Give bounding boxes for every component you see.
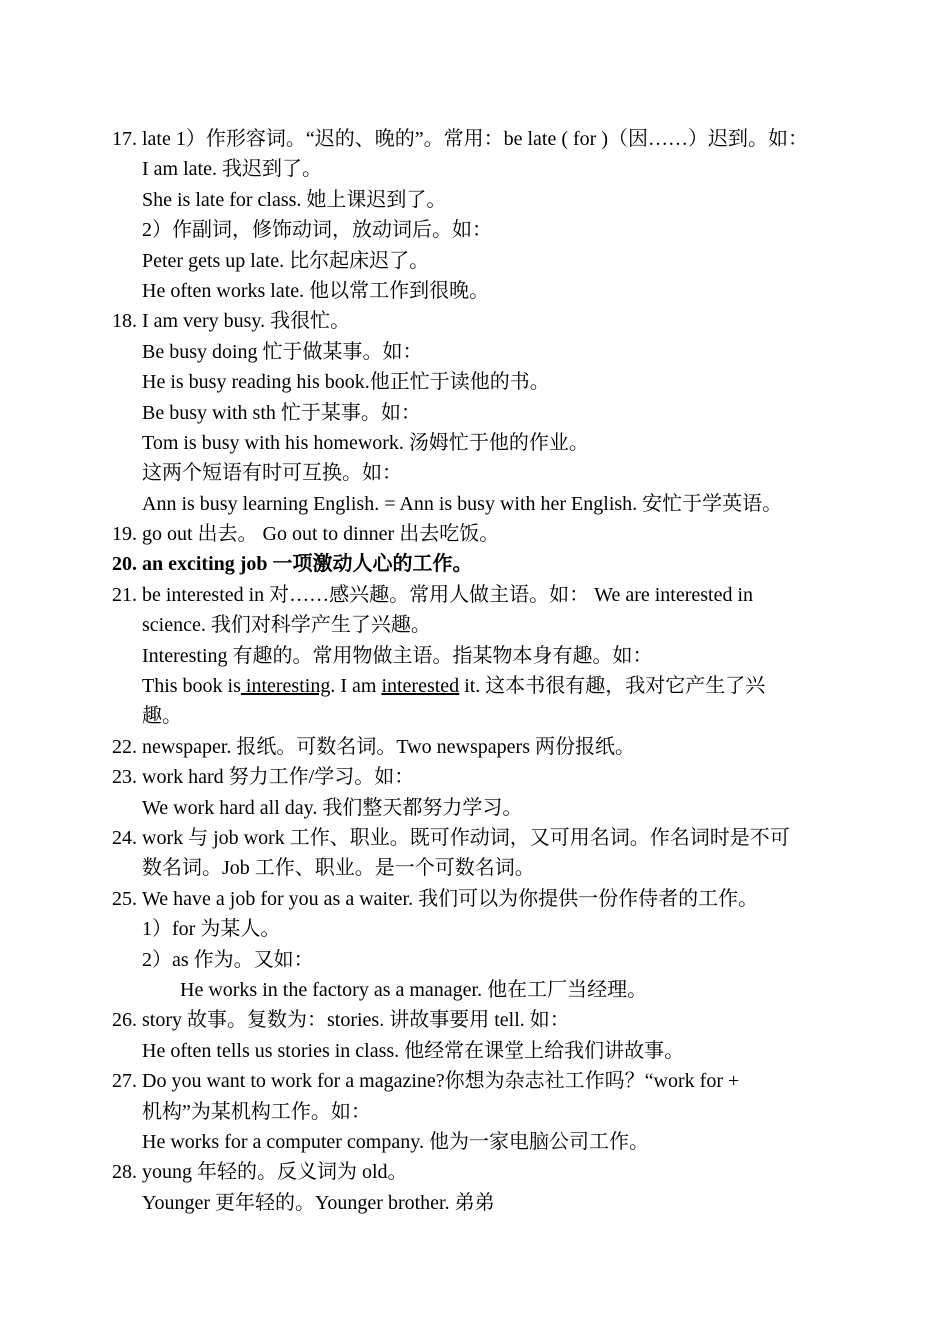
note-21-line-3: Interesting 有趣的。常用物做主语。指某物本身有趣。如： [142,644,653,667]
note-25-line-4: He works in the factory as a manager. 他在工厂当经理。 [180,978,648,1001]
note-21-line-5: 趣。 [142,705,182,728]
note-26-line-2: He often tells us stories in class. 他经常在课堂上给我们讲故事。 [142,1039,685,1062]
note-23-line-2: We work hard all day. 我们整天都努力学习。 [142,796,523,819]
note-26-line-1: 26. story 故事。复数为：stories. 讲故事要用 tell. 如： [112,1005,857,1035]
note-23-line-1: 23. work hard 努力工作/学习。如： [112,762,857,792]
note-25-line-1: 25. We have a job for you as a waiter. 我们可以为你提供一份作侍者的工作。 [112,884,857,914]
note-19-line-1: 19. go out 出去。 Go out to dinner 出去吃饭。 [112,519,857,549]
note-number: 17. [112,128,137,150]
note-number: 18. [112,310,137,333]
note-18-line-3: He is busy reading his book.他正忙于读他的书。 [142,371,550,394]
note-18-line-6: 这两个短语有时可互换。如： [142,462,402,485]
note-number: 25. [112,887,137,910]
note-18-line-1: 18. I am very busy. 我很忙。 [112,306,857,336]
note-21-line-4: This book is interesting. I am interested it. 这本书很有趣，我对它产生了兴 [142,675,766,698]
note-17-line-3: She is late for class. 她上课迟到了。 [142,188,447,211]
note-number: 21. [112,583,137,606]
note-27-line-2: 机构”为某机构工作。如： [142,1100,371,1123]
note-number: 19. [112,523,137,546]
note-24-line-1: 24. work 与 job work 工作、职业。既可作动词，又可用名词。作名词时是不可 [112,823,857,853]
note-18-line-4: Be busy with sth 忙于某事。如： [142,401,421,424]
note-17-line-6: He often works late. 他以常工作到很晚。 [142,279,490,302]
underlined-word: interesting [240,675,331,698]
note-25-line-2: 1）for 为某人。 [142,918,281,941]
note-number: 22. [112,735,137,758]
note-22-line-1: 22. newspaper. 报纸。可数名词。Two newspapers 两份报纸。 [112,732,857,762]
note-21-line-1: 21. be interested in 对……感兴趣。常用人做主语。如： We are interested in [112,580,857,610]
note-17-line-4: 2）作副词，修饰动词，放动词后。如： [142,219,492,242]
note-number: 27. [112,1070,137,1093]
note-number: 28. [112,1161,137,1184]
note-number: 26. [112,1009,137,1032]
note-17-line-2: I am late. 我迟到了。 [142,158,322,181]
note-27-line-3: He works for a computer company. 他为一家电脑公司工作。 [142,1130,649,1153]
note-17-line-1: 17. late 1）作形容词。“迟的、晚的”。常用：be late ( for )（因……）迟到。如： [112,124,857,154]
note-28-line-1: 28. young 年轻的。反义词为 old。 [112,1157,857,1187]
note-21-line-2: science. 我们对科学产生了兴趣。 [142,614,431,637]
note-18-line-7: Ann is busy learning English. = Ann is busy with her English. 安忙于学英语。 [142,492,783,515]
note-18-line-2: Be busy doing 忙于做某事。如： [142,340,423,363]
notes-list [112,124,857,1218]
note-17-line-5: Peter gets up late. 比尔起床迟了。 [142,249,430,272]
note-28-line-2: Younger 更年轻的。Younger brother. 弟弟 [142,1191,495,1214]
note-27-line-1: 27. Do you want to work for a magazine?你想为杂志社工作吗？“work for + [112,1066,857,1096]
note-number: 24. [112,826,137,849]
note-number: 23. [112,766,137,789]
note-number: 20. [112,553,137,576]
underlined-word: interested [381,675,460,698]
note-24-line-2: 数名词。Job 工作、职业。是一个可数名词。 [142,857,535,880]
note-18-line-5: Tom is busy with his homework. 汤姆忙于他的作业。 [142,431,589,454]
note-20-line-1: 20. an exciting job 一项激动人心的工作。 [112,549,857,579]
note-25-line-3: 2）as 作为。又如： [142,948,314,971]
